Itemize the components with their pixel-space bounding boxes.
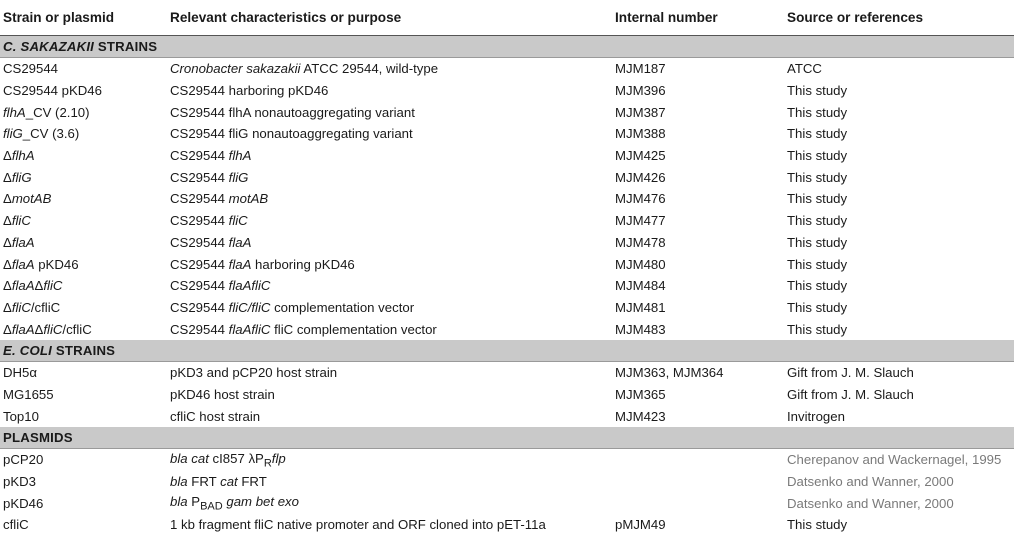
header-characteristics: Relevant characteristics or purpose <box>170 10 402 25</box>
cell-text: This study <box>787 517 848 533</box>
cell-text: CS29544 <box>170 234 229 250</box>
internal-number-cell <box>612 384 784 406</box>
cell-text: STRAINS <box>52 342 116 358</box>
cell-text: cfliC <box>3 517 29 533</box>
cell-text: MJM481 <box>615 299 666 315</box>
cell-text: flaA <box>228 256 252 272</box>
cell-text: _CV (3.6) <box>22 126 80 142</box>
cell-text: MJM387 <box>615 104 666 120</box>
cell-text: gam bet exo <box>226 493 299 509</box>
strain-cell <box>0 405 167 427</box>
table-row <box>0 384 1014 406</box>
characteristics-cell <box>167 405 612 427</box>
table-row <box>0 492 1014 514</box>
cell-text: cI857 λP <box>208 450 264 466</box>
cell-text: MJM480 <box>615 256 666 272</box>
cell-text: Δ <box>3 169 12 185</box>
characteristics-cell <box>167 384 612 406</box>
section-header-row <box>0 340 1014 362</box>
table-row <box>0 80 1014 102</box>
source-cell <box>784 275 1014 297</box>
cell-text: flhA <box>3 104 26 120</box>
cell-text: fliC complementation vector <box>270 321 437 337</box>
characteristics-cell <box>167 123 612 145</box>
characteristics-cell <box>167 361 612 383</box>
strain-cell <box>0 449 167 471</box>
section-header-row <box>0 427 1014 449</box>
cell-text: flaA <box>11 278 35 294</box>
cell-text: CS29544 <box>170 299 229 315</box>
section-header-row <box>0 36 1014 58</box>
internal-number-cell <box>612 123 784 145</box>
strain-cell <box>0 188 167 210</box>
table-row <box>0 471 1014 493</box>
cell-text: pKD3 and pCP20 host strain <box>170 365 338 381</box>
cell-text: MJM388 <box>615 126 666 142</box>
header-source: Source or references <box>787 10 924 25</box>
strain-cell <box>0 514 167 536</box>
cell-text: CS29544 <box>170 213 229 229</box>
cell-text: flaA <box>11 256 35 272</box>
internal-number-cell <box>612 232 784 254</box>
table-row <box>0 297 1014 319</box>
source-cell <box>784 166 1014 188</box>
section-title <box>0 427 1014 449</box>
table-row <box>0 275 1014 297</box>
strain-cell <box>0 318 167 340</box>
cell-text: CS29544 <box>3 61 58 77</box>
characteristics-cell <box>167 101 612 123</box>
source-cell <box>784 210 1014 232</box>
cell-text: /cfliC <box>62 321 92 337</box>
cell-text: This study <box>787 169 848 185</box>
table-row <box>0 101 1014 123</box>
strain-cell <box>0 471 167 493</box>
source-cell <box>784 232 1014 254</box>
header-row <box>0 0 1014 36</box>
cell-text: Δ <box>3 278 12 294</box>
strain-cell <box>0 492 167 514</box>
cell-text: _CV (2.10) <box>25 104 90 120</box>
cell-text: FRT <box>187 474 221 490</box>
table-row <box>0 58 1014 80</box>
internal-number-cell <box>612 253 784 275</box>
source-cell <box>784 405 1014 427</box>
cell-text: flaA <box>11 321 35 337</box>
cell-text: cat <box>220 474 238 490</box>
cell-text: This study <box>787 299 848 315</box>
table-row <box>0 514 1014 536</box>
cell-text: This study <box>787 126 848 142</box>
characteristics-cell <box>167 80 612 102</box>
cell-text: This study <box>787 278 848 294</box>
cell-text: fliC <box>11 299 31 315</box>
source-cell <box>784 297 1014 319</box>
cell-text: Cherepanov and Wackernagel, 1995 <box>787 452 1002 468</box>
cell-text: DH5α <box>3 365 38 381</box>
strain-cell <box>0 253 167 275</box>
cell-text: MJM477 <box>615 213 666 229</box>
cell-text: BAD <box>200 500 223 513</box>
cell-text: MJM187 <box>615 61 666 77</box>
table-row <box>0 318 1014 340</box>
cell-text: motAB <box>11 191 52 207</box>
cell-text: Top10 <box>3 408 39 424</box>
source-cell <box>784 123 1014 145</box>
cell-text: fliG <box>11 169 32 185</box>
cell-text: complementation vector <box>270 299 415 315</box>
cell-text: pMJM49 <box>615 517 666 533</box>
cell-text: Δ <box>34 278 44 294</box>
section-title <box>0 36 1014 58</box>
cell-text: pKD46 <box>3 495 44 511</box>
source-cell <box>784 101 1014 123</box>
cell-text: Δ <box>34 321 44 337</box>
cell-text: MJM425 <box>615 148 666 164</box>
cell-text: ATCC 29544, wild-type <box>300 61 439 77</box>
cell-text: pKD46 host strain <box>170 386 275 402</box>
cell-text: MJM476 <box>615 191 666 207</box>
cell-text: flaA <box>11 234 35 250</box>
cell-text: bla <box>170 493 188 509</box>
cell-text: CS29544 harboring pKD46 <box>170 83 329 99</box>
cell-text: bla cat <box>170 450 209 466</box>
cell-text: CS29544 <box>170 191 229 207</box>
cell-text: Gift from J. M. Slauch <box>787 365 914 381</box>
cell-text: C. SAKAZAKII <box>3 39 95 54</box>
source-cell <box>784 471 1014 493</box>
cell-text: STRAINS <box>94 39 158 54</box>
table-row <box>0 188 1014 210</box>
strain-cell <box>0 166 167 188</box>
cell-text: CS29544 flhA nonautoaggregating variant <box>170 104 415 120</box>
cell-text: motAB <box>228 191 269 207</box>
table-row <box>0 123 1014 145</box>
cell-text: MJM423 <box>615 408 666 424</box>
source-cell <box>784 384 1014 406</box>
cell-text: flp <box>271 450 286 466</box>
cell-text: CS29544 <box>170 148 229 164</box>
characteristics-cell <box>167 58 612 80</box>
cell-text: Δ <box>3 321 12 337</box>
cell-text: MJM426 <box>615 169 666 185</box>
cell-text: fliC <box>11 213 31 229</box>
characteristics-cell <box>167 492 612 514</box>
internal-number-cell <box>612 101 784 123</box>
cell-text: fliC/fliC <box>228 299 271 315</box>
cell-text: Δ <box>3 256 12 272</box>
cell-text: fliG <box>3 126 23 142</box>
strain-cell <box>0 101 167 123</box>
characteristics-cell <box>167 253 612 275</box>
cell-text: cfliC host strain <box>170 408 261 424</box>
cell-text: pKD46 <box>34 256 79 272</box>
cell-text: fliC <box>43 278 63 294</box>
characteristics-cell <box>167 145 612 167</box>
cell-text: CS29544 <box>170 321 229 337</box>
table-row <box>0 361 1014 383</box>
cell-text: pKD3 <box>3 474 36 490</box>
internal-number-cell <box>612 145 784 167</box>
cell-text: ATCC <box>787 61 822 77</box>
table-row <box>0 166 1014 188</box>
cell-text: PLASMIDS <box>3 430 73 445</box>
cell-text: MJM483 <box>615 321 666 337</box>
source-cell <box>784 253 1014 275</box>
cell-text: This study <box>787 148 848 164</box>
cell-text: MJM484 <box>615 278 666 294</box>
characteristics-cell <box>167 514 612 536</box>
source-cell <box>784 58 1014 80</box>
cell-text: pCP20 <box>3 452 44 468</box>
header-strain: Strain or plasmid <box>3 10 115 25</box>
source-cell <box>784 492 1014 514</box>
strain-cell <box>0 80 167 102</box>
internal-number-cell <box>612 297 784 319</box>
header-internal-number: Internal number <box>615 10 718 25</box>
source-cell <box>784 449 1014 471</box>
characteristics-cell <box>167 297 612 319</box>
internal-number-cell <box>612 405 784 427</box>
strain-cell <box>0 297 167 319</box>
cell-text: flaAfliC <box>228 321 271 337</box>
cell-text: Datsenko and Wanner, 2000 <box>787 495 954 511</box>
internal-number-cell <box>612 449 784 471</box>
internal-number-cell <box>612 80 784 102</box>
characteristics-cell <box>167 275 612 297</box>
cell-text: This study <box>787 256 848 272</box>
strain-cell <box>0 384 167 406</box>
cell-text: MJM478 <box>615 234 666 250</box>
cell-text: FRT <box>237 474 267 490</box>
internal-number-cell <box>612 275 784 297</box>
cell-text: fliG <box>228 169 249 185</box>
internal-number-cell <box>612 318 784 340</box>
characteristics-cell <box>167 166 612 188</box>
cell-text: fliC <box>228 213 248 229</box>
source-cell <box>784 318 1014 340</box>
cell-text: Δ <box>3 213 12 229</box>
cell-text: R <box>263 457 272 470</box>
cell-text: This study <box>787 104 848 120</box>
cell-text: Δ <box>3 299 12 315</box>
internal-number-cell <box>612 210 784 232</box>
cell-text: This study <box>787 83 848 99</box>
cell-text: This study <box>787 213 848 229</box>
cell-text: CS29544 fliG nonautoaggregating variant <box>170 126 413 142</box>
table-row <box>0 405 1014 427</box>
cell-text: flhA <box>228 148 252 164</box>
cell-text: MG1655 <box>3 386 54 402</box>
strain-cell <box>0 210 167 232</box>
cell-text: bla <box>170 474 188 490</box>
cell-text: This study <box>787 321 848 337</box>
cell-text: CS29544 <box>170 169 229 185</box>
cell-text: Δ <box>3 148 12 164</box>
cell-text: fliC <box>43 321 63 337</box>
table-row <box>0 145 1014 167</box>
cell-text: P <box>187 493 201 509</box>
source-cell <box>784 188 1014 210</box>
cell-text: Cronobacter sakazakii <box>170 61 301 77</box>
internal-number-cell <box>612 492 784 514</box>
characteristics-cell <box>167 449 612 471</box>
internal-number-cell <box>612 188 784 210</box>
characteristics-cell <box>167 232 612 254</box>
strain-cell <box>0 232 167 254</box>
source-cell <box>784 80 1014 102</box>
cell-text: flaAfliC <box>228 278 271 294</box>
cell-text: harboring pKD46 <box>251 256 355 272</box>
cell-text: flhA <box>11 148 35 164</box>
strain-cell <box>0 275 167 297</box>
strain-cell <box>0 361 167 383</box>
table-body <box>0 36 1014 536</box>
cell-text: CS29544 <box>170 256 229 272</box>
characteristics-cell <box>167 188 612 210</box>
section-title <box>0 340 1014 362</box>
cell-text: Invitrogen <box>787 408 845 424</box>
cell-text: CS29544 <box>170 278 229 294</box>
cell-text: E. COLI <box>3 342 53 358</box>
strain-cell <box>0 123 167 145</box>
strain-cell <box>0 145 167 167</box>
table-row <box>0 232 1014 254</box>
table-row <box>0 210 1014 232</box>
cell-text: flaA <box>228 234 252 250</box>
internal-number-cell <box>612 58 784 80</box>
internal-number-cell <box>612 166 784 188</box>
cell-text: MJM396 <box>615 83 666 99</box>
source-cell <box>784 361 1014 383</box>
characteristics-cell <box>167 471 612 493</box>
cell-text: MJM363, MJM364 <box>615 365 724 381</box>
cell-text: This study <box>787 191 848 207</box>
source-cell <box>784 514 1014 536</box>
characteristics-cell <box>167 318 612 340</box>
cell-text: /cfliC <box>30 299 61 315</box>
cell-text: CS29544 pKD46 <box>3 83 102 99</box>
strain-cell <box>0 58 167 80</box>
table-row <box>0 449 1014 471</box>
cell-text: Gift from J. M. Slauch <box>787 386 914 402</box>
internal-number-cell <box>612 514 784 536</box>
internal-number-cell <box>612 471 784 493</box>
cell-text: Datsenko and Wanner, 2000 <box>787 474 954 490</box>
cell-text: MJM365 <box>615 386 666 402</box>
cell-text: Δ <box>3 234 12 250</box>
cell-text: 1 kb fragment fliC native promoter and ORF cloned into pET-11a <box>170 517 546 533</box>
cell-text: This study <box>787 234 848 250</box>
cell-text: Δ <box>3 191 12 207</box>
internal-number-cell <box>612 361 784 383</box>
table-row <box>0 253 1014 275</box>
characteristics-cell <box>167 210 612 232</box>
source-cell <box>784 145 1014 167</box>
